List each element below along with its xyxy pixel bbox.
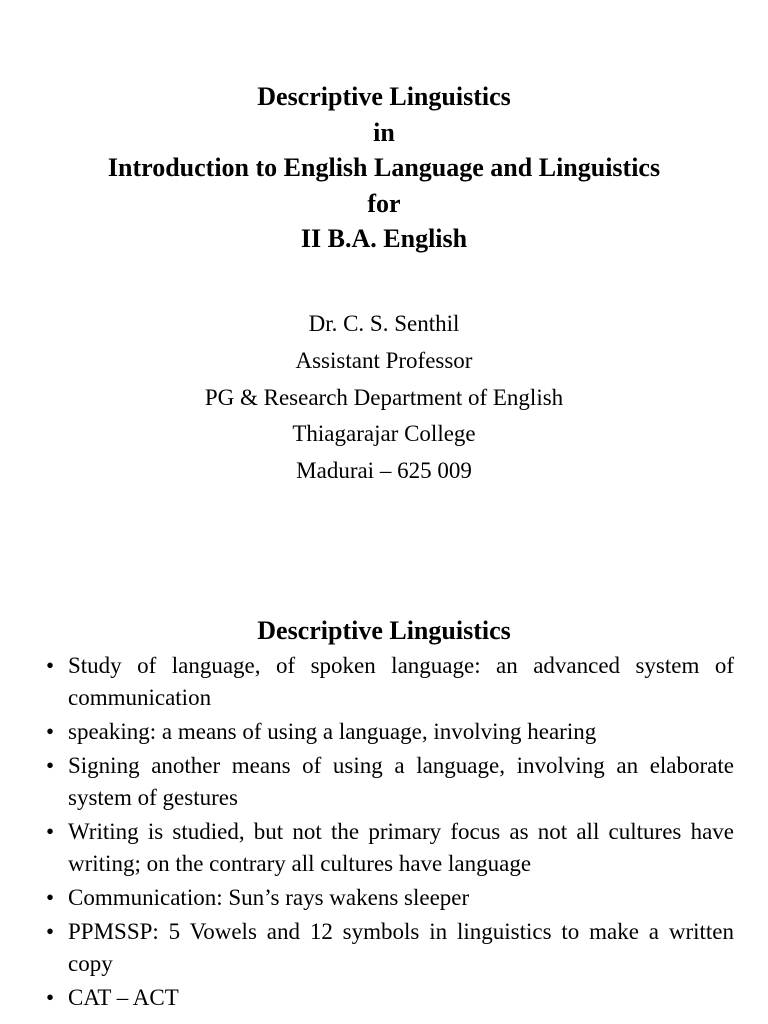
list-item: [41, 816, 734, 880]
author-department: PG & Research Department of English: [204, 384, 564, 410]
bullet-text: CAT – ACT: [68, 985, 179, 1010]
author-college: Thiagarajar College: [292, 421, 476, 447]
bullet-text: Writing is studied, but not the primary focus as not all cultures have writing; on the contrary all cultures have language: [68, 819, 734, 876]
list-item: [41, 650, 734, 714]
bullet-text: Communication: Sun’s rays wakens sleeper: [68, 885, 470, 910]
title-line-for: for: [367, 188, 401, 218]
bullet-icon: •: [45, 885, 55, 910]
bullet-icon: •: [45, 719, 55, 744]
bullet-icon: •: [45, 985, 55, 1010]
author-name: Dr. C. S. Senthil: [308, 311, 460, 336]
bullet-icon: •: [45, 819, 55, 844]
slide-title: [0, 79, 768, 257]
author-position: Assistant Professor: [295, 347, 473, 373]
author-block: [0, 306, 768, 490]
bullet-text: Signing another means of using a language, involving an elaborate system of gestures: [68, 753, 734, 810]
title-line-in: in: [373, 117, 395, 147]
bullet-icon: •: [45, 919, 55, 944]
title-line-main: Descriptive Linguistics: [257, 82, 511, 111]
section-heading: Descriptive Linguistics: [257, 616, 511, 645]
list-item: [41, 982, 734, 1014]
bullet-text: speaking: a means of using a language, involving hearing: [68, 719, 597, 744]
list-item: [41, 882, 734, 914]
bullet-icon: •: [45, 753, 55, 778]
bullet-text: Study of language, of spoken language: an advanced system of communication: [68, 653, 734, 710]
title-line-class: II B.A. English: [300, 224, 468, 253]
author-address: Madurai – 625 009: [296, 458, 472, 484]
bullet-icon: •: [45, 653, 55, 678]
bullet-text: PPMSSP: 5 Vowels and 12 symbols in linguistics to make a written copy: [68, 919, 734, 976]
list-item: [41, 716, 734, 748]
bullet-list: [41, 650, 734, 1016]
list-item: [41, 750, 734, 814]
title-line-course: Introduction to English Language and Linguistics: [107, 153, 661, 182]
list-item: [41, 916, 734, 980]
